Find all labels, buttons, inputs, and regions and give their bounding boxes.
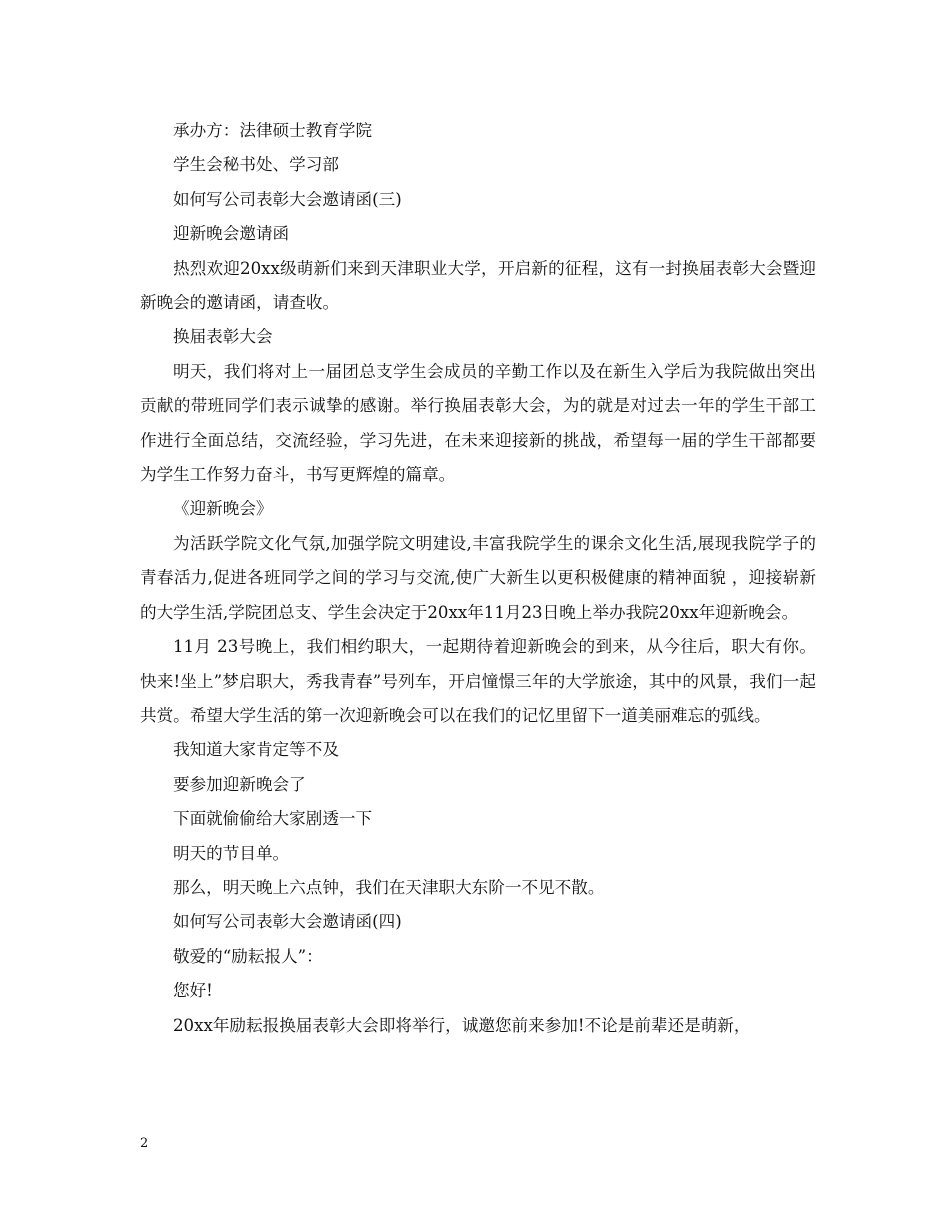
closing-paragraph: 20xx年励耘报换届表彰大会即将举行，诚邀您前来参加!不论是前辈还是萌新，: [173, 1015, 751, 1035]
welcome-paragraph: 热烈欢迎20xx级萌新们来到天津职业大学，开启新的征程，这有一封换届表彰大会暨迎新晚会的邀请函，请查收。: [140, 258, 816, 313]
teaser-line-2: 要参加迎新晚会了: [173, 774, 306, 794]
salutation: 敬爱的“励耘报人”：: [173, 946, 323, 966]
gala-heading: 《迎新晚会》: [173, 499, 273, 519]
organizer-line: 承办方：法律硕士教育学院: [173, 121, 373, 140]
gala-paragraph: 为活跃学院文化气氛,加强学院文明建设,丰富我院学生的课余文化生活,展现我院学子的青春活力,促进各班同学之间的学习与交流,使广大新生以更积极健康的精神面貌 ，迎接崭新的大学生活,学院团总支、学生会决定于20xx年11月23日晚上举办我院20xx年迎新晚会。: [140, 533, 816, 622]
date-paragraph: 11月 23号晚上，我们相约职大，一起期待着迎新晚会的到来，从今往后，职大有你。快来!坐上”梦启职大，秀我青春”号列车，开启憧憬三年的大学旅途，其中的风景，我们一起共赏。希望大学生活的第一次迎新晚会可以在我们的记忆里留下一道美丽难忘的弧线。: [140, 637, 816, 725]
teaser-line-3: 下面就偷偷给大家剧透一下: [173, 809, 373, 829]
department-line: 学生会秘书处、学习部: [173, 155, 339, 175]
invitation-title: 迎新晚会邀请函: [173, 224, 290, 244]
section-heading-3: 如何写公司表彰大会邀请函(三): [173, 189, 402, 209]
awards-heading: 换届表彰大会: [173, 327, 273, 347]
greeting: 您好!: [173, 981, 213, 1001]
awards-paragraph: 明天，我们将对上一届团总支学生会成员的辛勤工作以及在新生入学后为我院做出突出贡献的带班同学们表示诚挚的感谢。举行换届表彰大会，为的就是对过去一年的学生干部工作进行全面总结，交流经验，学习先进，在未来迎接新的挑战，希望每一届的学生干部都要为学生工作努力奋斗，书写更辉煌的篇章。: [140, 361, 816, 485]
page-number: 2: [140, 1136, 149, 1151]
meeting-line: 那么，明天晚上六点钟，我们在天津职大东阶一不见不散。: [173, 877, 605, 897]
teaser-line-4: 明天的节目单。: [173, 843, 290, 863]
teaser-line-1: 我知道大家肯定等不及: [173, 740, 339, 760]
document-body: [140, 114, 816, 1043]
section-heading-4: 如何写公司表彰大会邀请函(四): [173, 912, 402, 932]
